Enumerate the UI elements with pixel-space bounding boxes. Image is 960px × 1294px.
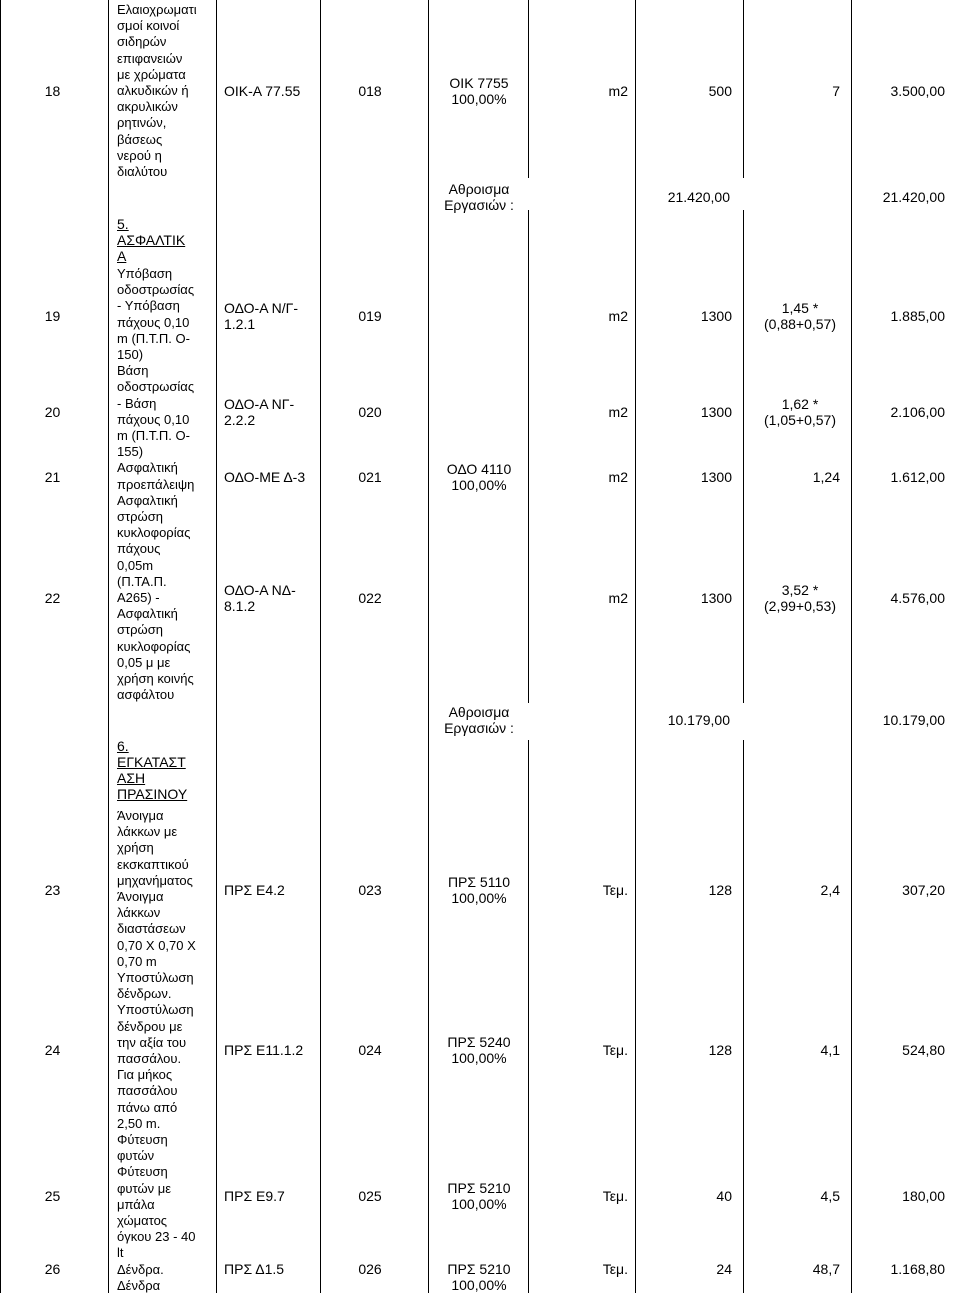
- row-number: 23: [44, 882, 61, 898]
- column-rule: [528, 210, 529, 703]
- unit: m2: [608, 469, 628, 485]
- article-code: ΟΔΟ-Α ΝΓ-: [224, 396, 295, 412]
- sum-total: 10.179,00: [882, 712, 945, 728]
- column-rule: [635, 0, 636, 1293]
- unit: Τεμ.: [602, 882, 628, 898]
- row-total: 1.612,00: [890, 469, 945, 485]
- ref-number: 024: [358, 1042, 382, 1058]
- quantity: 1300: [700, 469, 732, 485]
- sum-subtotal: 10.179,00: [667, 712, 730, 728]
- unit: Τεμ.: [602, 1042, 628, 1058]
- column-rule: [743, 210, 744, 703]
- unit: m2: [608, 83, 628, 99]
- unit-price: 4,5: [820, 1188, 840, 1204]
- unit-price-breakdown: (1,05+0,57): [764, 412, 836, 428]
- sum-label: Εργασιών :: [444, 197, 514, 213]
- ref-number: 023: [358, 882, 382, 898]
- row-total: 180,00: [902, 1188, 945, 1204]
- sum-label: Αθροισμα: [448, 704, 510, 720]
- row-total: 1.885,00: [890, 308, 945, 324]
- ref-number: 018: [358, 83, 382, 99]
- quantity: 24: [716, 1261, 732, 1277]
- description-block: Υπόβαση οδοστρωσίας - Υπόβαση πάχους 0,10 m (Π.Τ.Π. Ο- 150) Βάση οδοστρωσίας - Βάση πάχους 0,10 m (Π.Τ.Π. Ο- 155) Ασφαλτική προεπάλειψη Ασφαλτική στρώση κυκλοφορίας πάχους 0,05m (Π.ΤΑ.Π. Α265) - Ασφαλτική στρώση κυκλοφορίας 0,05 μ με χρήση κοινής ασφάλτου: [117, 266, 195, 703]
- article-code: ΠΡΣ Ε9.7: [224, 1188, 285, 1204]
- category-percent: 100,00%: [451, 477, 507, 493]
- unit-price: 1,24: [812, 469, 840, 485]
- row-total: 3.500,00: [890, 83, 945, 99]
- unit-price-breakdown: (0,88+0,57): [764, 316, 836, 332]
- column-rule: [743, 0, 744, 178]
- article-code: 1.2.1: [224, 316, 256, 332]
- article-code: ΟΙΚ-Α 77.55: [224, 83, 301, 99]
- unit-price: 7: [832, 83, 840, 99]
- ref-number: 020: [358, 404, 382, 420]
- column-rule: [528, 740, 529, 1293]
- category-code: ΠΡΣ 5210: [447, 1261, 511, 1277]
- quantity: 128: [708, 1042, 732, 1058]
- unit-price-breakdown: (2,99+0,53): [764, 598, 836, 614]
- row-total: 1.168,80: [890, 1261, 945, 1277]
- sum-label: Αθροισμα: [448, 181, 510, 197]
- unit-price: 1,45 *: [781, 300, 819, 316]
- article-code: ΠΡΣ Δ1.5: [224, 1261, 285, 1277]
- row-number: 24: [44, 1042, 61, 1058]
- column-rule: [528, 0, 529, 178]
- unit-price: 48,7: [812, 1261, 840, 1277]
- row-number: 26: [44, 1261, 61, 1277]
- row-number: 25: [44, 1188, 61, 1204]
- ref-number: 022: [358, 590, 382, 606]
- article-code: ΟΔΟ-Α ΝΔ-: [224, 582, 296, 598]
- row-total: 2.106,00: [890, 404, 945, 420]
- row-total: 4.576,00: [890, 590, 945, 606]
- unit: Τεμ.: [602, 1188, 628, 1204]
- quantity: 500: [708, 83, 732, 99]
- unit-price: 2,4: [820, 882, 840, 898]
- row-number: 20: [44, 404, 61, 420]
- description-block: Άνοιγμα λάκκων με χρήση εκσκαπτικού μηχανήματος Άνοιγμα λάκκων διαστάσεων 0,70 Χ 0,70 Χ 0,70 m Υποστύλωση δένδρων. Υποστύλωση δένδρου με την αξία του πασσάλου. Για μήκος πασσάλου πάνω από 2,50 m. Φύτευση φυτών Φύτευση φυτών με μπάλα χώματος όγκου 23 - 40 lt Δένδρα. Δένδρα: [117, 808, 196, 1293]
- ref-number: 025: [358, 1188, 382, 1204]
- category-code: ΠΡΣ 5210: [447, 1180, 511, 1196]
- article-code: 8.1.2: [224, 598, 256, 614]
- column-rule: [108, 0, 109, 1293]
- unit-price: 1,62 *: [781, 396, 819, 412]
- column-rule: [851, 0, 852, 1293]
- column-rule: [216, 0, 217, 1293]
- article-code: ΟΔΟ-ΜΕ Δ-3: [224, 469, 306, 485]
- row-number: 18: [44, 83, 61, 99]
- unit-price: 3,52 *: [781, 582, 819, 598]
- row-number: 21: [44, 469, 61, 485]
- category-percent: 100,00%: [451, 1050, 507, 1066]
- row-total: 524,80: [902, 1042, 945, 1058]
- row-number: 19: [44, 308, 61, 324]
- sum-total: 21.420,00: [882, 189, 945, 205]
- unit: m2: [608, 590, 628, 606]
- column-rule: [320, 0, 321, 1293]
- article-code: ΟΔΟ-Α Ν/Γ-: [224, 300, 299, 316]
- section-heading-5: 5. ΑΣΦΑΛΤΙΚ Α: [117, 216, 186, 264]
- column-rule: [0, 0, 1, 1293]
- category-code: ΠΡΣ 5240: [447, 1034, 511, 1050]
- quantity: 128: [708, 882, 732, 898]
- article-code: 2.2.2: [224, 412, 256, 428]
- unit: m2: [608, 404, 628, 420]
- article-code: ΠΡΣ Ε4.2: [224, 882, 285, 898]
- category-code: ΟΙΚ 7755: [449, 75, 509, 91]
- column-rule: [428, 0, 429, 1293]
- quantity: 1300: [700, 404, 732, 420]
- quantity: 1300: [700, 308, 732, 324]
- category-percent: 100,00%: [451, 91, 507, 107]
- category-percent: 100,00%: [451, 1196, 507, 1212]
- category-code: ΠΡΣ 5110: [447, 874, 511, 890]
- ref-number: 021: [358, 469, 382, 485]
- quantity: 1300: [700, 590, 732, 606]
- unit-price: 4,1: [820, 1042, 840, 1058]
- description-block: Ελαιοχρωματι σμοί κοινοί σιδηρών επιφανειών με χρώματα αλκυδικών ή ακρυλικών ρητινών, βάσεως νερού η διαλύτου: [117, 2, 197, 180]
- category-percent: 100,00%: [451, 890, 507, 906]
- category-percent: 100,00%: [451, 1277, 507, 1293]
- unit: m2: [608, 308, 628, 324]
- column-rule: [743, 740, 744, 1293]
- sum-subtotal: 21.420,00: [667, 189, 730, 205]
- sum-label: Εργασιών :: [444, 720, 514, 736]
- quantity: 40: [716, 1188, 732, 1204]
- section-heading-6: 6. ΕΓΚΑΤΑΣΤ ΑΣΗ ΠΡΑΣΙΝΟΥ: [117, 738, 188, 802]
- row-number: 22: [44, 590, 61, 606]
- row-total: 307,20: [902, 882, 945, 898]
- ref-number: 026: [358, 1261, 382, 1277]
- category-code: ΟΔΟ 4110: [446, 461, 512, 477]
- unit: Τεμ.: [602, 1261, 628, 1277]
- article-code: ΠΡΣ Ε11.1.2: [224, 1042, 304, 1058]
- ref-number: 019: [358, 308, 382, 324]
